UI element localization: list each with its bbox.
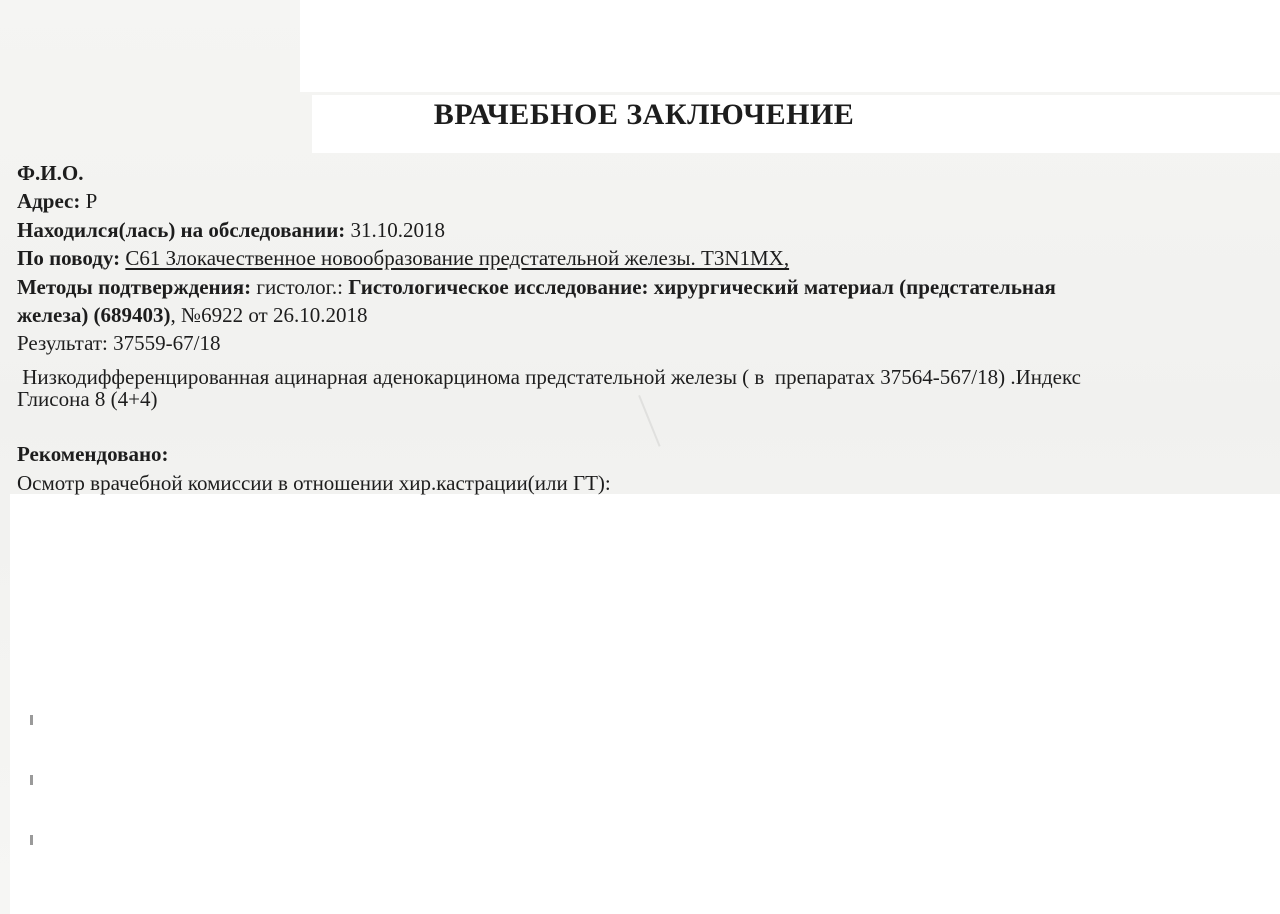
address-row [17, 187, 97, 215]
diagnosis-text: С61 Злокачественное новообразование предстательной железы. T3N1MX, [125, 246, 790, 270]
fio-row [17, 159, 83, 187]
reason-row [17, 244, 789, 272]
methods-type: гистолог.: [256, 275, 343, 299]
conclusion-line-1: Низкодифференцированная ацинарная аденокарцинома предстательной железы ( в препаратах 37564-567/18) .Индекс [17, 365, 1081, 389]
edge-mark [30, 715, 33, 725]
reason-label: По поводу: [17, 246, 121, 270]
result-label: Результат: [17, 331, 108, 355]
fio-label: Ф.И.О. [17, 161, 84, 185]
methods-row-continued [17, 301, 367, 329]
methods-description: Гистологическое исследование: хирургический материал (предстательная [348, 275, 1056, 299]
exam-label: Находился(лась) на обследовании: [17, 218, 346, 242]
exam-date: 31.10.2018 [350, 218, 446, 242]
methods-number-date: , №6922 от 26.10.2018 [170, 303, 368, 327]
edge-mark [30, 835, 33, 845]
result-value: 37559-67/18 [113, 331, 221, 355]
conclusion-line-2: Глисона 8 (4+4) [17, 387, 158, 411]
methods-row [17, 273, 1056, 301]
methods-material: железа) (689403) [17, 303, 171, 327]
document-title: ВРАЧЕБНОЕ ЗАКЛЮЧЕНИЕ [433, 98, 855, 131]
redaction-panel-bottom [10, 494, 1280, 914]
exam-row [17, 216, 445, 244]
address-value: Р [85, 189, 98, 213]
address-label: Адрес: [17, 189, 81, 213]
edge-mark [30, 775, 33, 785]
redaction-panel-top [300, 0, 1280, 92]
result-row [17, 329, 220, 357]
methods-label: Методы подтверждения: [17, 275, 252, 299]
recommended-text: Осмотр врачебной комиссии в отношении хир.кастрации(или ГТ): [17, 471, 611, 495]
recommended-label: Рекомендовано: [17, 442, 169, 466]
